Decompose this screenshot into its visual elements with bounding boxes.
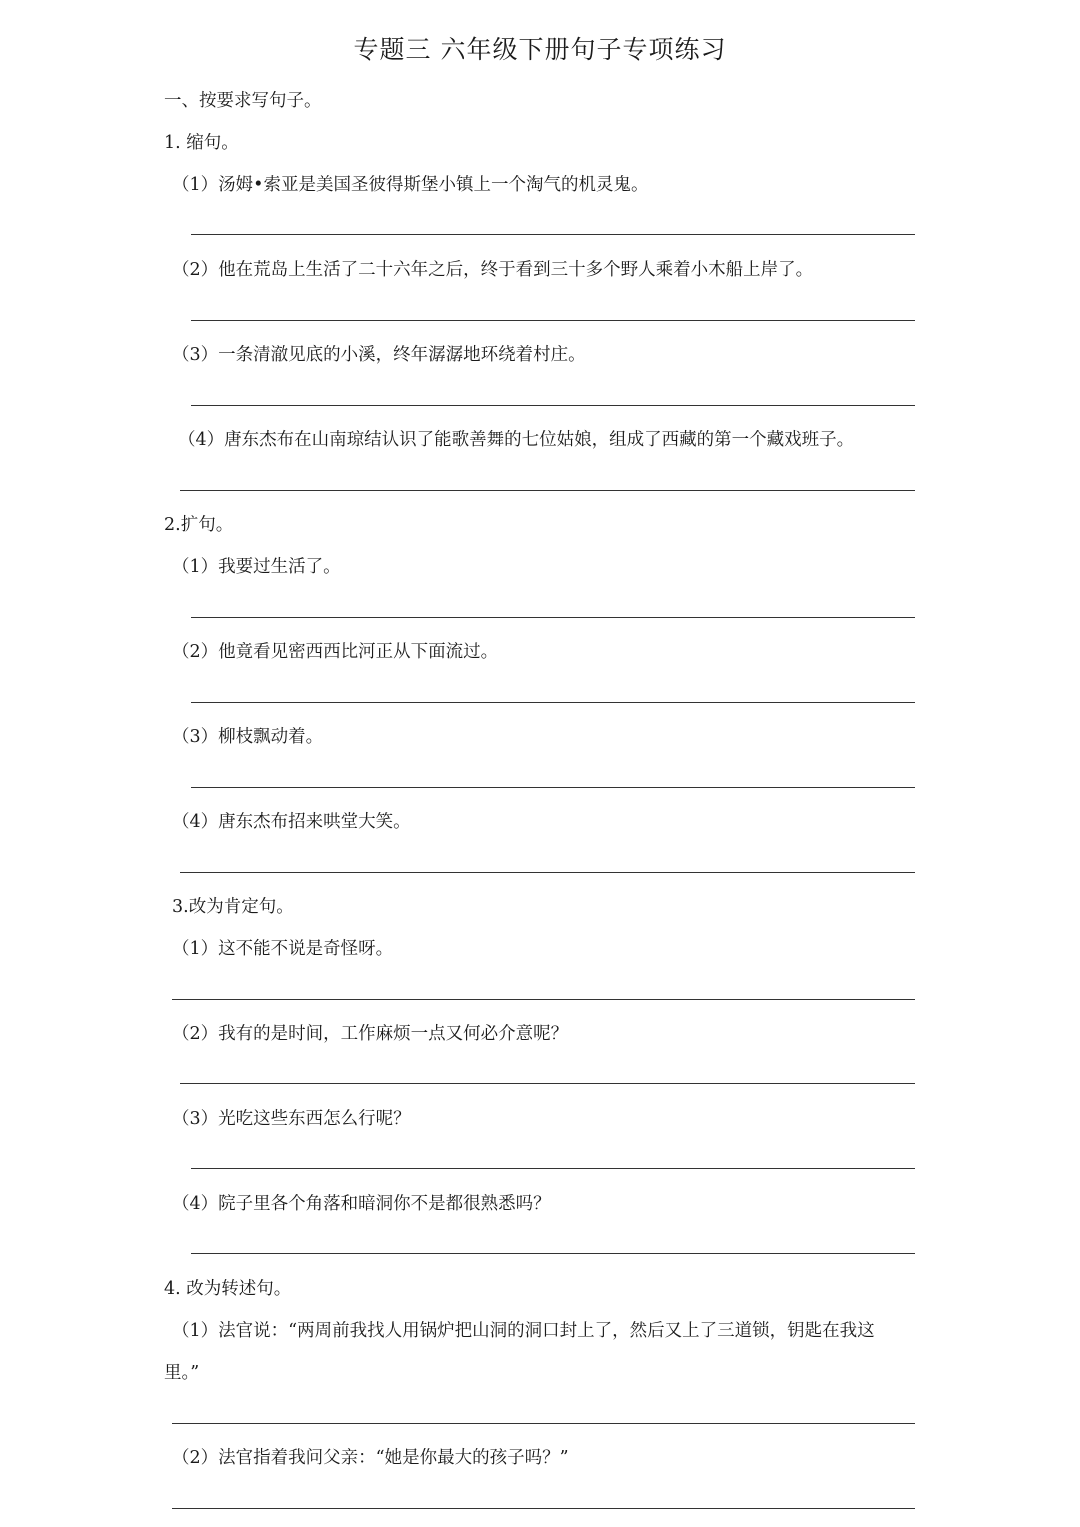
question-item: （3）柳枝飘动着。	[172, 727, 324, 747]
question-item: （3）一条清澈见底的小溪，终年潺潺地环绕着村庄。	[172, 345, 586, 365]
section-heading-affirmative: 3.改为肯定句。	[172, 897, 294, 917]
question-item: （3）光吃这些东西怎么行呢？	[172, 1109, 411, 1129]
question-item: （4）院子里各个角落和暗洞你不是都很熟悉吗？	[172, 1194, 551, 1214]
answer-line[interactable]	[191, 1253, 915, 1254]
page-title: 专题三 六年级下册句子专项练习	[353, 35, 727, 64]
answer-line[interactable]	[191, 702, 915, 703]
question-item: （1）法官说：“两周前我找人用锅炉把山洞的洞口封上了，然后又上了三道锁，钥匙在我这	[172, 1321, 875, 1341]
section-heading-expand: 2.扩句。	[164, 515, 234, 535]
question-item: （1）汤姆•索亚是美国圣彼得斯堡小镇上一个淘气的机灵鬼。	[172, 175, 649, 195]
answer-line[interactable]	[191, 320, 915, 321]
question-item: （2）我有的是时间，工作麻烦一点又何必介意呢？	[172, 1024, 569, 1044]
part-heading: 一、按要求写句子。	[164, 91, 322, 111]
question-item: （2）法官指着我问父亲：“她是你最大的孩子吗？”	[172, 1448, 569, 1468]
answer-line[interactable]	[191, 787, 915, 788]
answer-line[interactable]	[191, 234, 915, 235]
question-item: （4）唐东杰布在山南琼结认识了能歌善舞的七位姑娘，组成了西藏的第一个藏戏班子。	[178, 430, 855, 450]
answer-line[interactable]	[172, 1508, 915, 1509]
answer-line[interactable]	[180, 1083, 915, 1084]
question-item: （2）他在荒岛上生活了二十六年之后，终于看到三十多个野人乘着小木船上岸了。	[172, 260, 814, 280]
answer-line[interactable]	[191, 617, 915, 618]
question-item: （4）唐东杰布招来哄堂大笑。	[172, 812, 411, 832]
answer-line[interactable]	[191, 1168, 915, 1169]
question-item: （2）他竟看见密西西比河正从下面流过。	[172, 642, 499, 662]
answer-line[interactable]	[180, 872, 915, 873]
question-item-continuation: 里。”	[164, 1363, 200, 1383]
section-heading-condense: 1. 缩句。	[164, 133, 239, 153]
question-item: （1）我要过生活了。	[172, 557, 341, 577]
section-heading-indirect: 4. 改为转述句。	[164, 1279, 292, 1299]
answer-line[interactable]	[191, 405, 915, 406]
answer-line[interactable]	[172, 999, 915, 1000]
answer-line[interactable]	[180, 490, 915, 491]
question-item: （1）这不能不说是奇怪呀。	[172, 939, 394, 959]
answer-line[interactable]	[172, 1423, 915, 1424]
